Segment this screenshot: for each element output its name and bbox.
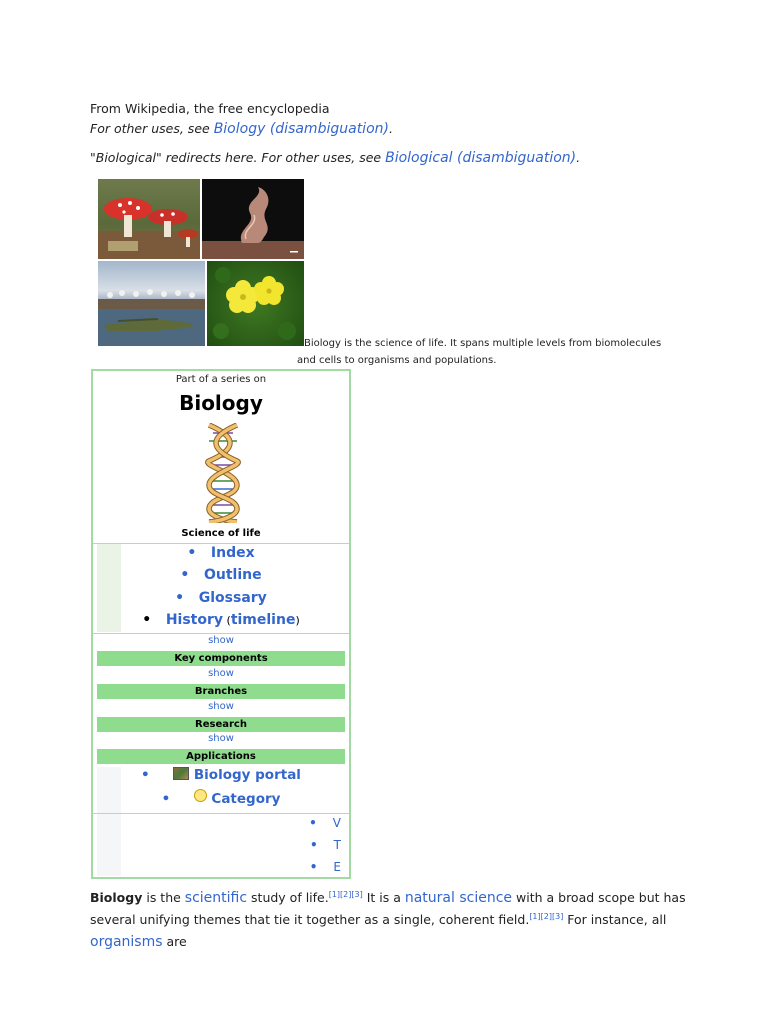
talk-template-link[interactable]: T: [333, 838, 341, 852]
organisms-link[interactable]: organisms: [90, 934, 163, 950]
bacteria-micrograph: [202, 179, 304, 259]
yellow-flower-photo: [207, 261, 304, 346]
para-text: For instance, all: [563, 912, 667, 927]
para-text: is the: [142, 890, 185, 905]
para-text: study of life.: [247, 890, 329, 905]
infobox-title: Biology: [179, 391, 263, 415]
mushroom-photo: [98, 179, 200, 259]
scientific-link[interactable]: scientific: [184, 890, 248, 906]
biology-collage-image[interactable]: [98, 179, 304, 346]
infobox-nav-list: [97, 544, 345, 632]
biology-portal-link[interactable]: Biology portal: [193, 767, 301, 783]
list-item: [309, 816, 341, 830]
dna-helix-icon[interactable]: [203, 423, 243, 523]
infobox-series-label: Part of a series on: [175, 374, 267, 385]
crocodile-birds-photo: [98, 261, 205, 346]
bullet-icon: •: [180, 567, 190, 583]
section-key-components[interactable]: Key components: [97, 651, 345, 666]
outline-link[interactable]: Outline: [203, 567, 262, 583]
hatnote-biological: [90, 150, 580, 166]
infobox-subtitle: Science of life: [181, 528, 261, 539]
section-research[interactable]: Research: [97, 717, 345, 732]
list-item: [97, 567, 345, 583]
vte-gutter: [97, 814, 121, 876]
hatnote-text: "Biological" redirects here. For other uses, see: [90, 150, 386, 165]
para-text: are: [162, 934, 187, 949]
portal-icon: [173, 767, 189, 780]
section-branches[interactable]: Branches: [97, 684, 345, 699]
bullet-icon: •: [141, 767, 150, 783]
image-caption: [297, 335, 677, 369]
intro-paragraph: [90, 887, 690, 953]
hatnote-suffix: .: [576, 150, 581, 165]
list-item: [310, 838, 341, 852]
paren-open: (: [223, 614, 231, 627]
timeline-link[interactable]: timeline: [230, 612, 296, 628]
list-item: [97, 767, 345, 783]
infobox-portal-block: [97, 767, 345, 813]
history-link[interactable]: History: [165, 612, 224, 628]
list-item: [97, 590, 345, 606]
show-branches-toggle[interactable]: show: [208, 668, 234, 679]
list-item: [97, 612, 345, 628]
from-wikipedia-line: From Wikipedia, the free encyclopedia: [90, 101, 330, 116]
view-template-link[interactable]: V: [332, 816, 341, 830]
bullet-icon: •: [187, 545, 197, 561]
hatnote-text: For other uses, see: [90, 121, 214, 136]
list-item: [310, 860, 341, 874]
glossary-link[interactable]: Glossary: [198, 590, 267, 606]
biology-disambiguation-link[interactable]: Biology (disambiguation): [213, 121, 389, 137]
biological-disambiguation-link[interactable]: Biological (disambiguation): [385, 150, 577, 166]
hatnote-biology: [90, 121, 393, 137]
image-caption-text: Biology is the science of life. It spans multiple levels from biomolecules and cells to organisms and populations.: [297, 338, 662, 366]
hatnote-suffix: .: [388, 121, 393, 136]
bullet-icon: •: [142, 612, 152, 628]
show-key-components-toggle[interactable]: show: [208, 635, 234, 646]
para-text: with a broad scope but has several unifying themes that tie it together as a single, coherent field.: [90, 890, 686, 927]
vte-navbox: [97, 814, 345, 876]
list-item: [97, 789, 345, 807]
category-icon: [194, 789, 207, 802]
paren-close: ): [295, 614, 300, 627]
bullet-icon: •: [309, 860, 318, 874]
citation-ref[interactable]: [1][2][3]: [328, 889, 363, 899]
divider: [93, 633, 349, 634]
bullet-icon: •: [309, 816, 317, 830]
category-link[interactable]: Category: [211, 791, 281, 807]
bullet-icon: •: [175, 590, 185, 606]
edit-template-link[interactable]: E: [333, 860, 341, 874]
biology-series-infobox: [91, 369, 351, 879]
bold-term: Biology: [90, 890, 143, 905]
bullet-icon: •: [161, 791, 171, 807]
section-applications[interactable]: Applications: [97, 749, 345, 764]
bullet-icon: •: [309, 838, 318, 852]
para-text: It is a: [362, 890, 405, 905]
citation-ref[interactable]: [1][2][3]: [529, 911, 564, 921]
index-link[interactable]: Index: [210, 545, 255, 561]
show-research-toggle[interactable]: show: [208, 701, 234, 712]
list-item: [97, 545, 345, 561]
natural-science-link[interactable]: natural science: [404, 890, 513, 906]
show-applications-toggle[interactable]: show: [208, 733, 234, 744]
